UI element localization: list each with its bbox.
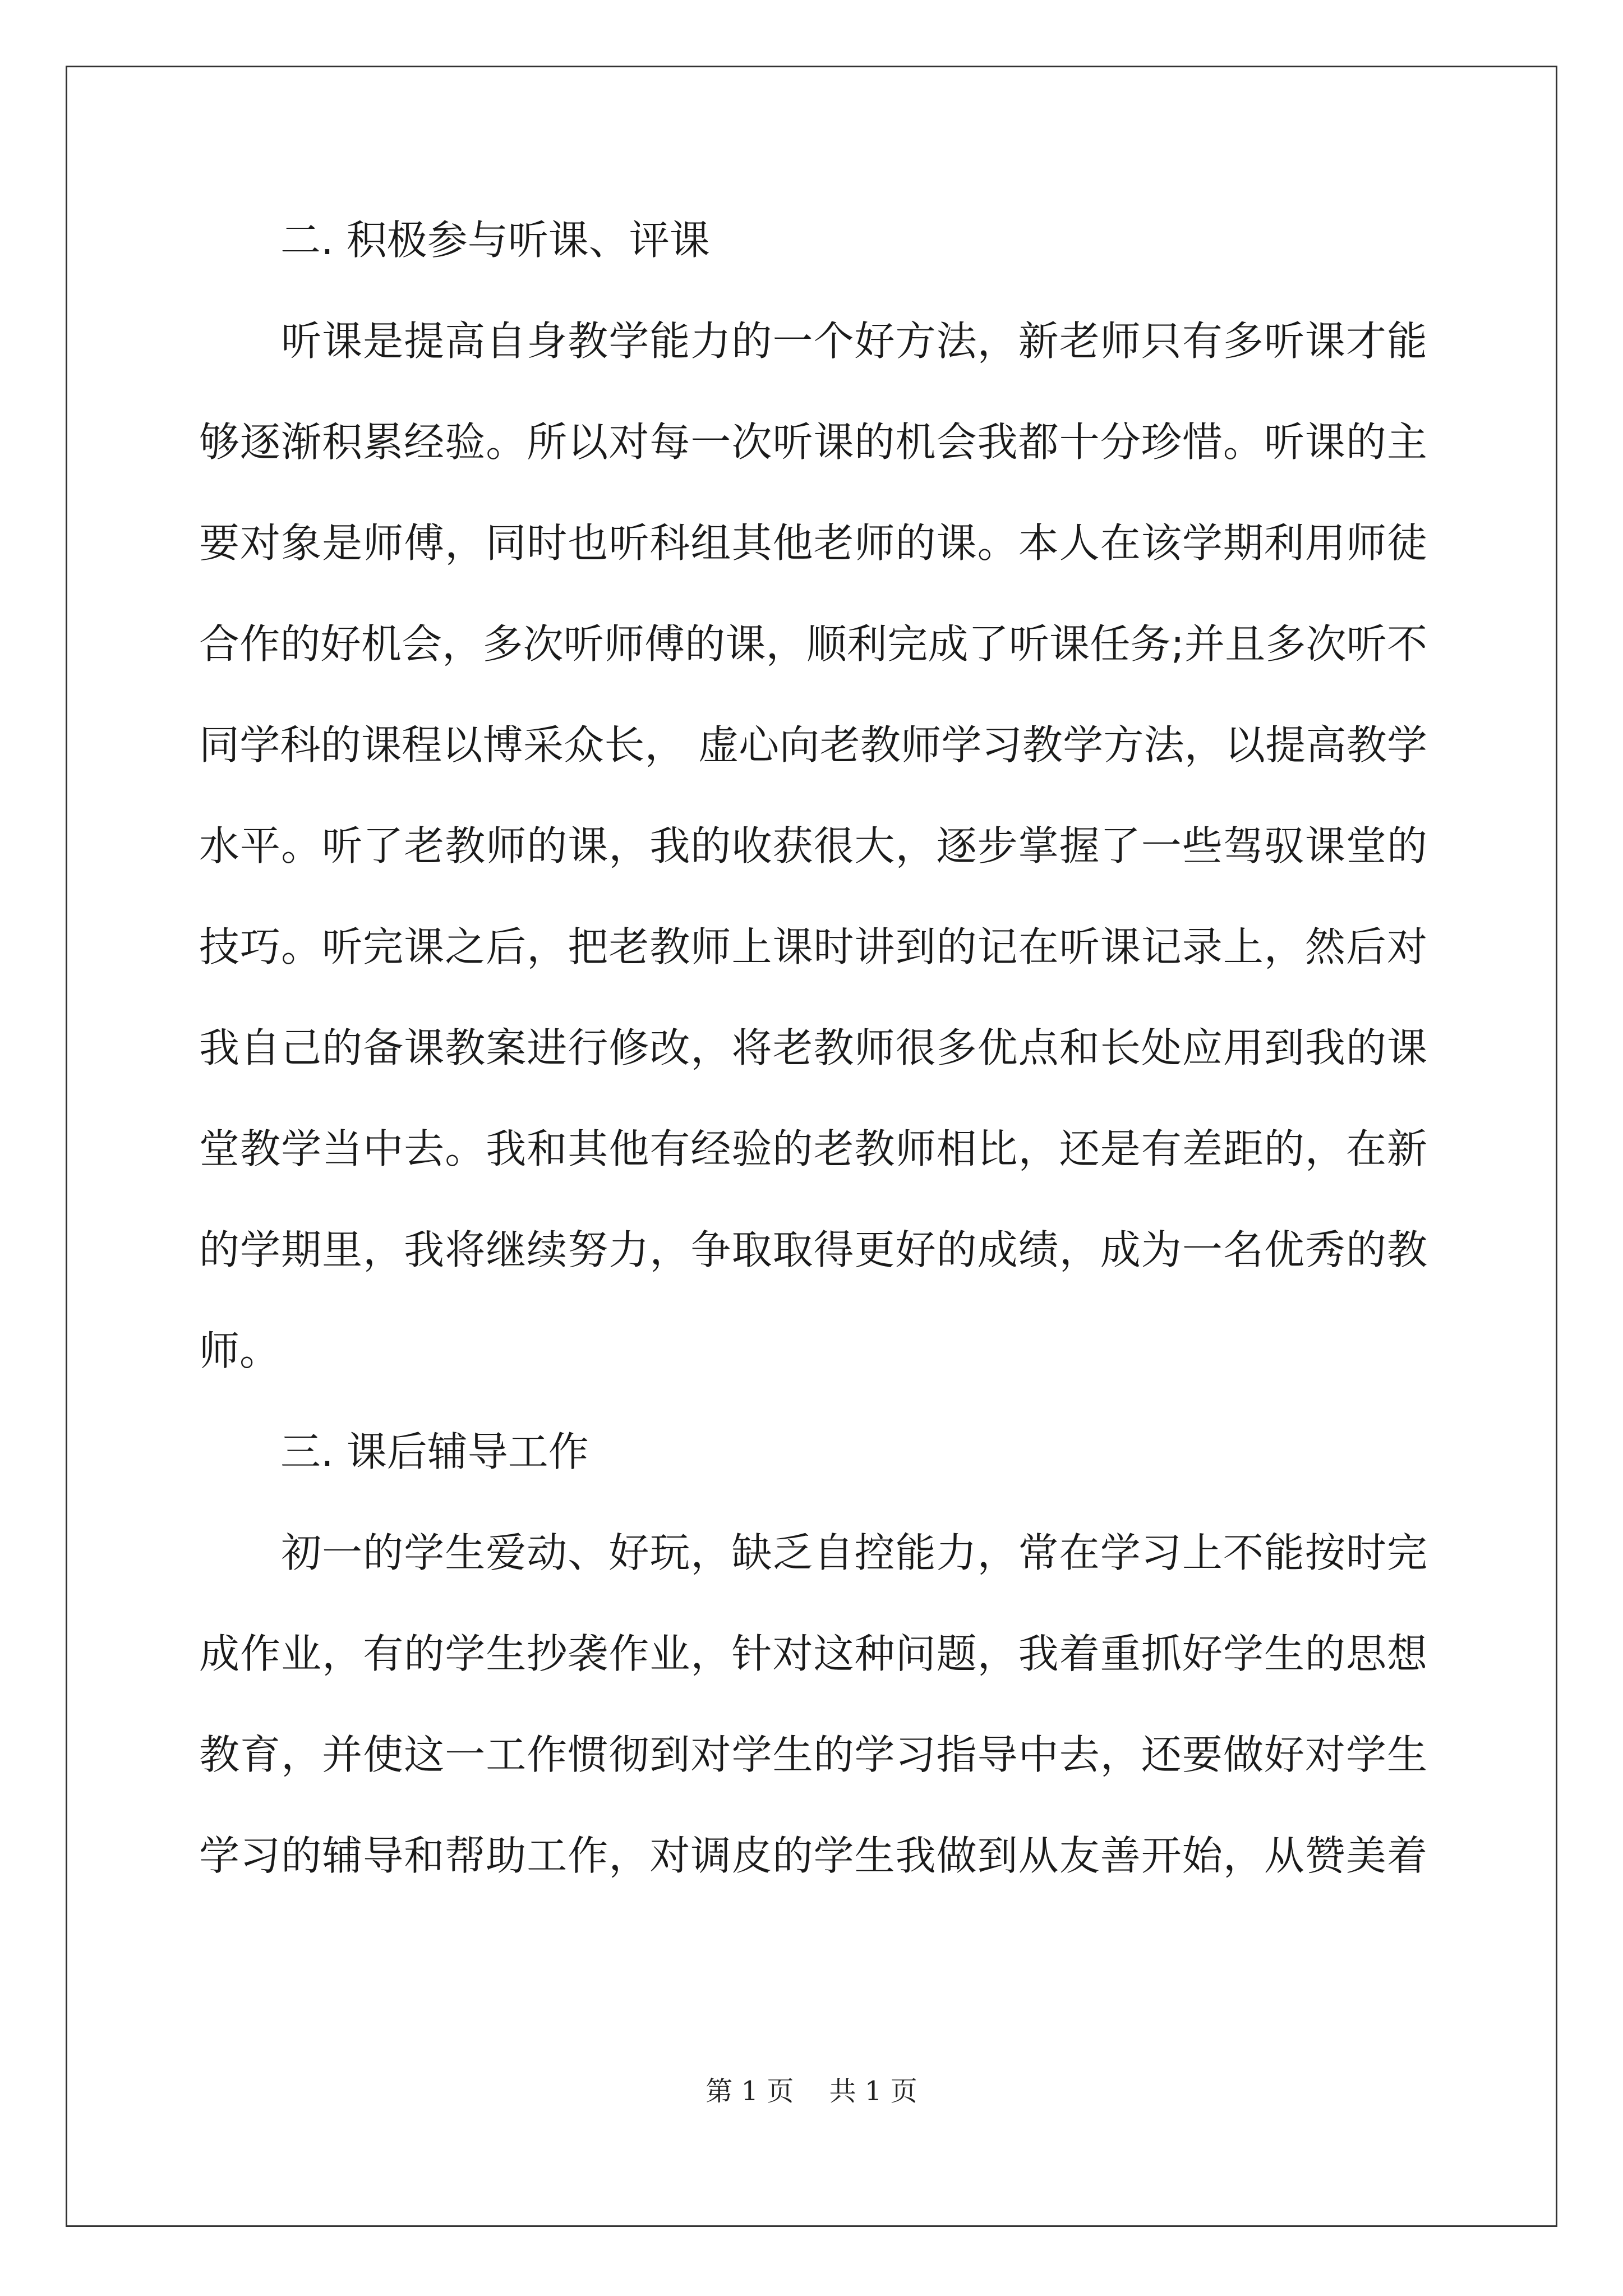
paragraph-line: 同学科的课程以博采众长， 虚心向老教师学习教学方法，以提高教学 xyxy=(199,721,1427,769)
paragraph-line: 堂教学当中去。我和其他有经验的老教师相比，还是有差距的，在新 xyxy=(199,1125,1427,1172)
paragraph-line: 技巧。听完课之后，把老教师上课时讲到的记在听课记录上，然后对 xyxy=(199,923,1427,970)
section-heading-2: 二. 积极参与听课、评课 xyxy=(280,217,710,264)
paragraph-line: 成作业，有的学生抄袭作业，针对这种问题，我着重抓好学生的思想 xyxy=(199,1630,1427,1677)
paragraph-line: 听课是提高自身教学能力的一个好方法，新老师只有多听课才能 xyxy=(199,318,1427,365)
page-footer xyxy=(0,2074,1623,2108)
page-total: 共 1 页 xyxy=(829,2076,917,2107)
paragraph-line: 初一的学生爱动、好玩，缺乏自控能力，常在学习上不能按时完 xyxy=(199,1529,1427,1576)
paragraph-line: 要对象是师傅，同时也听科组其他老师的课。本人在该学期利用师徒 xyxy=(199,519,1427,567)
paragraph-line: 教育，并使这一工作惯彻到对学生的学习指导中去，还要做好对学生 xyxy=(199,1731,1427,1778)
paragraph-line: 我自己的备课教案进行修改，将老教师很多优点和长处应用到我的课 xyxy=(199,1024,1427,1071)
page-number: 第 1 页 xyxy=(706,2076,794,2107)
paragraph-line: 师。 xyxy=(199,1327,280,1374)
paragraph-line: 的学期里，我将继续努力，争取取得更好的成绩，成为一名优秀的教 xyxy=(199,1226,1427,1273)
paragraph-line: 学习的辅导和帮助工作，对调皮的学生我做到从友善开始，从赞美着 xyxy=(199,1832,1427,1879)
paragraph-line: 够逐渐积累经验。所以对每一次听课的机会我都十分珍惜。听课的主 xyxy=(199,418,1427,466)
paragraph-line: 合作的好机会，多次听师傅的课，顺利完成了听课任务;并且多次听不 xyxy=(199,620,1427,668)
paragraph-line: 水平。听了老教师的课，我的收获很大，逐步掌握了一些驾驭课堂的 xyxy=(199,822,1427,869)
section-heading-3: 三. 课后辅导工作 xyxy=(280,1428,589,1475)
